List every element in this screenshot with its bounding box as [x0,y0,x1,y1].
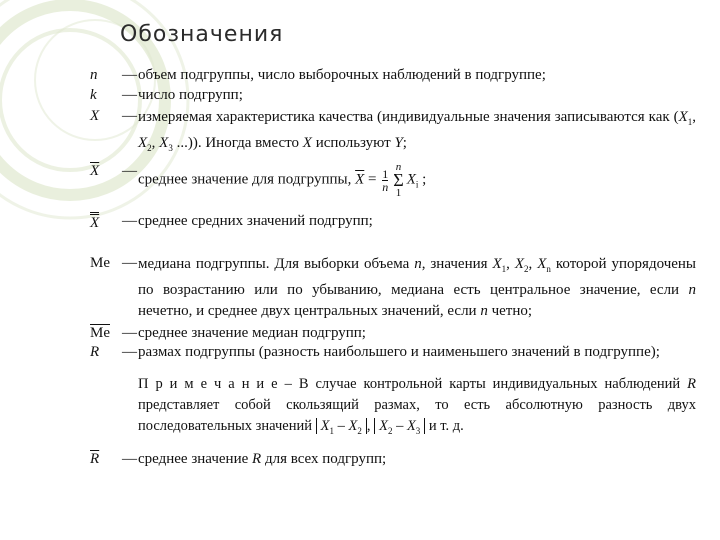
dash: — [122,108,137,124]
dash: — [122,344,137,360]
dash: — [122,67,137,83]
dash: — [122,325,137,341]
dash: — [122,451,137,467]
note-paragraph: П р и м е ч а н и е – В случае контрольной карты индивидуальных наблюдений R представляет собой скользящий размах, то есть абсолютную разность двух последовательных значений $X_1 - X_2$ , $X_2 - X_3$ и т. д. [138,376,697,436]
dash: — [122,255,137,271]
symbol: n [90,67,98,83]
symbol: $\overline{Me}$ [90,325,110,341]
symbol: $\overline{X}$ [90,212,99,232]
definition-text: среднее значение R для всех подгрупп; [138,451,387,467]
sum-symbol: n Σ 1 [393,161,404,199]
definition-text: медиана подгруппы. Для выборки объема n, значения $X_1$, $X_2$, $X_n$ которой упорядочены по возрастанию или по убыванию, медиана есть центральное значение, если n нечетно, и среднее двух центральных значений, если n четно; [138,256,697,319]
definition-text: размах подгруппы (разность наибольшего и наименьшего значений в подгруппе); [138,344,660,360]
dash: — [122,163,137,179]
fraction: $\frac{1}{n}$ [382,166,389,194]
symbol: X [90,108,100,124]
definition-text: среднее средних значений подгрупп; [138,213,373,229]
definition-text: среднее значение для подгруппы, $\overline{X} = \frac{1}{n}$ n Σ $1X_i$ ; [138,161,427,199]
dash: — [122,87,137,103]
definition-x-bar [90,161,696,199]
symbol: k [90,87,97,103]
note-label: П р и м е ч а н и е [138,376,278,392]
symbol: $\overline{R}$ [90,451,100,467]
definition-x [90,107,696,153]
definition-median [90,254,697,319]
dash: — [122,213,137,229]
symbol: $\overline{X}$ [90,163,100,179]
definition-text: среднее значение медиан подгрупп; [138,325,366,341]
symbol: Me [90,255,110,271]
definition-text: измеряемая характеристика качества (индивидуальные значения записываются как ($X_1$, $X_2$, $X_3$ ...)). Иногда вместо X используют Y; [138,109,696,153]
page-title: Обозначения [120,22,284,47]
definition-text: число подгрупп; [138,87,243,103]
symbol: R [90,344,100,360]
definition-text: объем подгруппы, число выборочных наблюдений в подгруппе; [138,67,546,83]
